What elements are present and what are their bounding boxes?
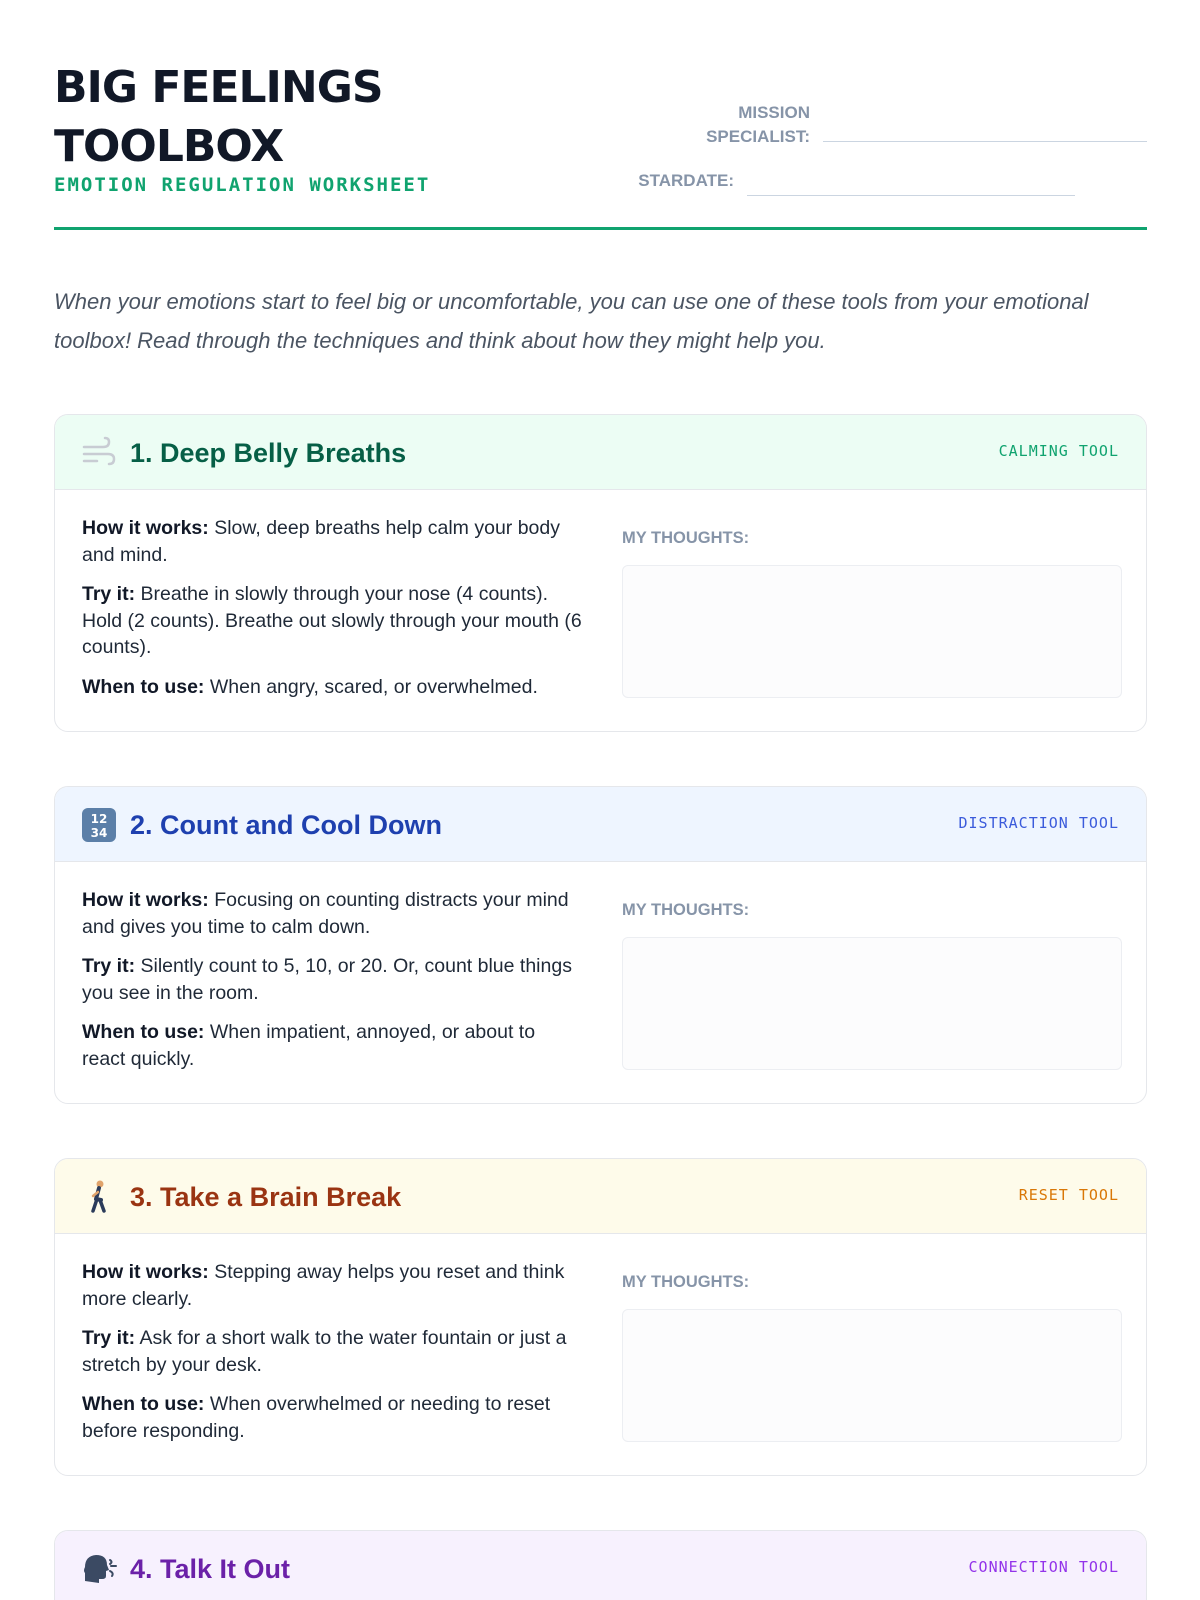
- when-label: When to use:: [82, 675, 205, 698]
- how-it-works-text: [82, 887, 582, 940]
- tool-type-badge: CONNECTION TOOL: [968, 1558, 1119, 1576]
- page-title: [54, 58, 614, 176]
- walking-person-icon: [81, 1179, 117, 1215]
- try-it-text: [82, 1325, 582, 1378]
- tool-card-deep-belly-breaths: [54, 414, 1147, 732]
- wind-icon: [81, 435, 117, 471]
- page-subtitle: EMOTION REGULATION WORKSHEET: [54, 174, 431, 196]
- card-header: [55, 787, 1146, 862]
- tool-type-badge: CALMING TOOL: [998, 442, 1119, 460]
- my-thoughts-label: MY THOUGHTS:: [622, 1273, 750, 1291]
- when-value: When angry, scared, or overwhelmed.: [209, 675, 538, 698]
- tool-card-take-a-brain-break: [54, 1158, 1147, 1476]
- worksheet-page: [54, 0, 1147, 1600]
- tool-type-badge: RESET TOOL: [1018, 1186, 1119, 1204]
- how-value: Slow, deep breaths help calm your body and mind.: [82, 517, 560, 566]
- try-label: Try it:: [82, 583, 136, 605]
- my-thoughts-label: MY THOUGHTS:: [622, 529, 750, 547]
- title-line-1: BIG FEELINGS: [54, 62, 383, 113]
- card-description: [82, 887, 582, 1085]
- how-value: Focusing on counting distracts your mind and gives you time to calm down.: [82, 889, 569, 938]
- when-value: When impatient, annoyed, or about to react quickly.: [82, 1021, 536, 1070]
- card-description: [82, 515, 582, 713]
- try-it-text: [82, 953, 582, 1006]
- card-title: 2. Count and Cool Down: [130, 810, 442, 840]
- title-line-2: TOOLBOX: [54, 121, 284, 172]
- try-label: Try it:: [82, 955, 136, 977]
- my-thoughts-input[interactable]: [622, 1309, 1122, 1442]
- intro-text: When your emotions start to feel big or uncomfortable, you can use one of these tools from your emotional toolbox! Read through the techniques and think about how they might help you.: [54, 289, 1089, 353]
- how-label: How it works:: [82, 889, 209, 911]
- when-to-use-text: [82, 1391, 582, 1444]
- svg-text:12: 12: [90, 812, 108, 826]
- how-it-works-text: [82, 515, 582, 568]
- tool-type-badge: DISTRACTION TOOL: [958, 814, 1119, 832]
- try-it-text: [82, 581, 582, 661]
- my-thoughts-input[interactable]: [622, 565, 1122, 698]
- card-header: [55, 1531, 1146, 1600]
- how-value: Stepping away helps you reset and think more clearly.: [82, 1261, 565, 1310]
- when-to-use-text: [82, 674, 582, 701]
- how-it-works-text: [82, 1259, 582, 1312]
- card-header: [55, 1159, 1146, 1234]
- when-to-use-text: [82, 1019, 582, 1072]
- try-value: Ask for a short walk to the water fountain or just a stretch by your desk.: [82, 1327, 567, 1376]
- how-label: How it works:: [82, 517, 209, 539]
- when-label: When to use:: [82, 1021, 205, 1043]
- try-value: Breathe in slowly through your nose (4 counts). Hold (2 counts). Breathe out slowly through your mouth (6 counts).: [82, 583, 582, 658]
- worksheet-header: [54, 58, 1147, 230]
- my-thoughts-input[interactable]: [622, 937, 1122, 1070]
- card-title: 1. Deep Belly Breaths: [130, 438, 407, 468]
- mission-specialist-label-line-2: SPECIALIST:: [706, 127, 810, 146]
- stardate-field[interactable]: [747, 195, 1075, 196]
- when-value: When overwhelmed or needing to reset before responding.: [82, 1393, 551, 1442]
- speaking-head-icon: [81, 1551, 117, 1587]
- svg-text:34: 34: [90, 826, 108, 840]
- card-title: 3. Take a Brain Break: [130, 1182, 402, 1212]
- try-label: Try it:: [82, 1327, 136, 1349]
- how-label: How it works:: [82, 1261, 209, 1283]
- try-value: Silently count to 5, 10, or 20. Or, count blue things you see in the room.: [82, 955, 572, 1004]
- when-label: When to use:: [82, 1393, 205, 1415]
- card-description: [82, 1259, 582, 1457]
- tool-card-talk-it-out: [54, 1530, 1147, 1600]
- mission-specialist-label-line-1: MISSION: [738, 103, 810, 122]
- stardate-label: STARDATE:: [638, 171, 734, 190]
- card-title: 4. Talk It Out: [130, 1554, 291, 1584]
- tool-card-count-and-cool-down: [54, 786, 1147, 1104]
- my-thoughts-label: MY THOUGHTS:: [622, 901, 750, 919]
- card-header: [55, 415, 1146, 490]
- numbers-icon: [81, 807, 117, 843]
- mission-specialist-label: [674, 101, 810, 149]
- mission-specialist-field[interactable]: [823, 141, 1147, 142]
